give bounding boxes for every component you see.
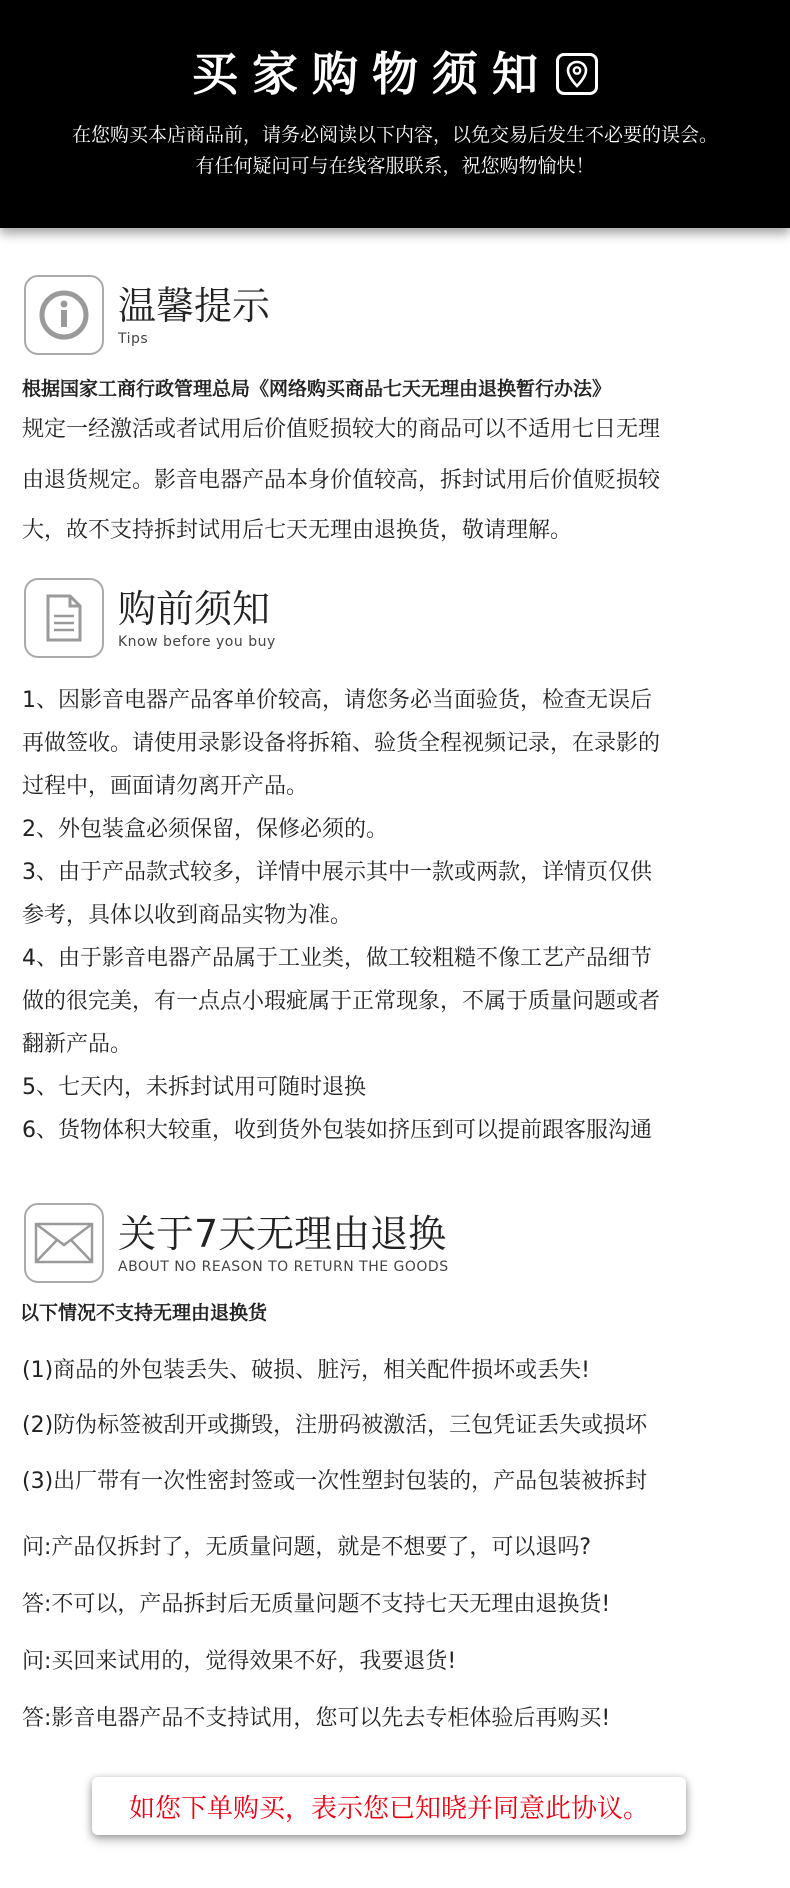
- tips-heading: 根据国家工商行政管理总局《网络购买商品七天无理由退换暂行办法》: [22, 378, 612, 400]
- header-title-row: [0, 46, 790, 102]
- qa-question: 问:产品仅拆封了，无质量问题，就是不想要了，可以退吗?: [22, 1535, 592, 1560]
- returns-title: 关于7天无理由退换: [118, 1212, 447, 1256]
- before-buy-line: 3、由于产品款式较多，详情中展示其中一款或两款，详情页仅供: [22, 860, 652, 885]
- returns-heading: 以下情况不支持无理由退换货: [20, 1302, 268, 1324]
- before-buy-line: 翻新产品。: [22, 1032, 133, 1057]
- header-banner: [0, 0, 790, 228]
- before-buy-line: 2、外包装盒必须保留，保修必须的。: [22, 817, 388, 842]
- returns-subtitle: ABOUT NO REASON TO RETURN THE GOODS: [118, 1259, 449, 1275]
- before-buy-title: 购前须知: [118, 587, 271, 631]
- tips-section-header: [24, 275, 270, 355]
- before-buy-line: 5、七天内，未拆封试用可随时退换: [22, 1075, 366, 1100]
- returns-condition: (3)出厂带有一次性密封签或一次性塑封包装的，产品包装被拆封: [22, 1469, 648, 1494]
- qa-answer: 答:不可以，产品拆封后无质量问题不支持七天无理由退换货!: [22, 1592, 611, 1617]
- header-intro-line-2: 有任何疑问可与在线客服联系，祝您购物愉快！: [195, 155, 595, 177]
- tips-title: 温馨提示: [118, 284, 271, 328]
- before-buy-section-header: [24, 578, 276, 658]
- agreement-notice: [92, 1777, 686, 1835]
- before-buy-line: 6、货物体积大较重，收到货外包装如挤压到可以提前跟客服沟通: [22, 1118, 652, 1143]
- before-buy-line: 过程中，画面请勿离开产品。: [22, 774, 309, 799]
- before-buy-line: 1、因影音电器产品客单价较高，请您务必当面验货，检查无误后: [22, 688, 652, 713]
- returns-condition: (1)商品的外包装丢失、破损、脏污，相关配件损坏或丢失!: [22, 1358, 590, 1383]
- before-buy-line: 参考，具体以收到商品实物为准。: [22, 903, 353, 928]
- before-buy-subtitle: Know before you buy: [118, 634, 276, 650]
- qa-question: 问:买回来试用的，觉得效果不好，我要退货!: [22, 1649, 457, 1674]
- returns-section-header: [24, 1203, 449, 1283]
- document-icon: [24, 578, 104, 658]
- qa-answer: 答:影音电器产品不支持试用，您可以先去专柜体验后再购买!: [22, 1706, 611, 1731]
- tips-line: 由退货规定。影音电器产品本身价值较高，拆封试用后价值贬损较: [22, 468, 661, 493]
- before-buy-line: 做的很完美，有一点点小瑕疵属于正常现象，不属于质量问题或者: [22, 989, 661, 1014]
- envelope-icon: [24, 1203, 104, 1283]
- tips-line: 大，故不支持拆封试用后七天无理由退换货，敬请理解。: [22, 518, 573, 543]
- before-buy-line: 4、由于影音电器产品属于工业类，做工较粗糙不像工艺产品细节: [22, 946, 652, 971]
- location-pin-icon: [556, 53, 598, 95]
- returns-condition: (2)防伪标签被刮开或撕毁，注册码被激活，三包凭证丢失或损坏: [22, 1413, 648, 1438]
- agreement-notice-text: 如您下单购买，表示您已知晓并同意此协议。: [128, 1793, 649, 1824]
- tips-line: 规定一经激活或者试用后价值贬损较大的商品可以不适用七日无理: [22, 417, 661, 442]
- before-buy-line: 再做签收。请使用录影设备将拆箱、验货全程视频记录，在录影的: [22, 731, 661, 756]
- header-intro-line-1: 在您购买本店商品前，请务必阅读以下内容，以免交易后发生不必要的误会。: [71, 124, 718, 146]
- info-icon: [24, 275, 104, 355]
- page-title: 买家购物须知: [192, 47, 552, 101]
- tips-subtitle: Tips: [118, 331, 149, 347]
